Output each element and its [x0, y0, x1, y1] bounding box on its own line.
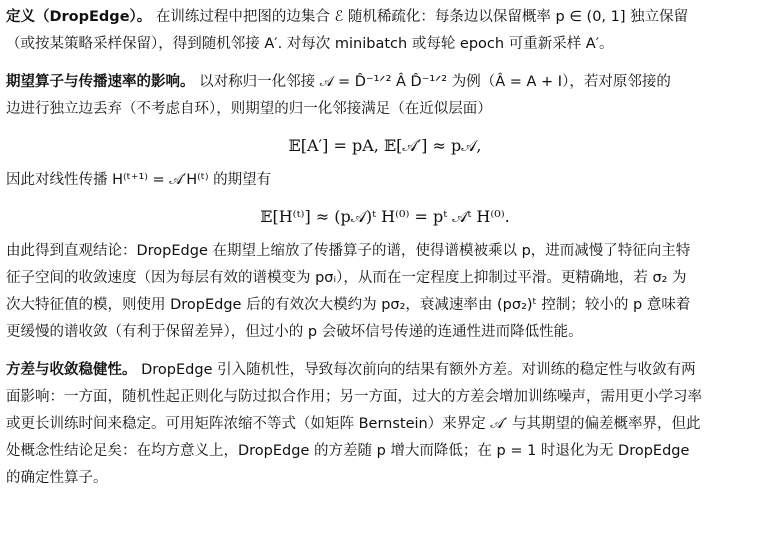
text-line: 由此得到直观结论：DropEdge 在期望上缩放了传播算子的谱，使得谱模被乘以 p，进而减慢了特征向主特: [6, 243, 691, 259]
text-line: 边进行独立边丢弃（不考虑自环），则期望的归一化邻接满足（在近似层面）: [6, 101, 492, 117]
text-span: 在训练过程中把图的边集合 ℰ 随机稀疏化：每条边以保留概率 p ∈ (0, 1] 独立保留: [155, 9, 689, 25]
text-line: 征子空间的收敛速度（因为每层有效的谱模变为 pσᵢ），从而在一定程度上抑制过平滑。更精确地，若 σ₂ 为: [6, 270, 687, 286]
text-line: [6, 69, 764, 96]
definition-paragraph: [6, 4, 764, 58]
text-line: [6, 4, 764, 31]
text-span: 以对称归一化邻接 𝒜 = D̂⁻¹ᐟ² Â D̂⁻¹ᐟ² 为例（Â = A + I），若对原邻接的: [199, 74, 671, 90]
conclusion-paragraph: [6, 238, 764, 346]
variance-heading: 方差与收敛稳健性。: [6, 362, 137, 378]
definition-heading: 定义（DropEdge）。: [6, 9, 152, 25]
equation-propagation: 𝔼[H⁽ᵗ⁾] ≈ (p𝒜)ᵗ H⁽⁰⁾ = pᵗ 𝒜ᵗ H⁽⁰⁾.: [260, 207, 510, 226]
expectation-paragraph: [6, 69, 764, 234]
equation-expectation: 𝔼[A′] = pA, 𝔼[𝒜′] ≈ p𝒜,: [288, 136, 482, 155]
text-line: 次大特征值的模，则使用 DropEdge 后的有效次大模约为 pσ₂，衰减速率由 (pσ₂)ᵗ 控制；较小的 p 意味着: [6, 297, 691, 313]
text-line: （或按某策略采样保留），得到随机邻接 A′. 对每次 minibatch 或每轮 epoch 可重新采样 A′。: [6, 36, 614, 52]
text-line: 处概念性结论足矣：在均方意义上，DropEdge 的方差随 p 增大而降低；在 p = 1 时退化为无 DropEdge: [6, 443, 690, 459]
expectation-heading: 期望算子与传播速率的影响。: [6, 74, 195, 90]
text-line: 更缓慢的谱收敛（有利于保留差异），但过小的 p 会破坏信号传递的连通性进而降低性能。: [6, 324, 583, 340]
variance-paragraph: [6, 357, 764, 492]
text-line: 面影响：一方面，随机性起正则化与防过拟合作用；另一方面，过大的方差会增加训练噪声，需用更小学习率: [6, 389, 702, 405]
text-line: 因此对线性传播 H⁽ᵗ⁺¹⁾ = 𝒜′H⁽ᵗ⁾ 的期望有: [6, 172, 272, 188]
text-line: [6, 357, 764, 384]
text-line: 或更长训练时间来稳定。可用矩阵浓缩不等式（如矩阵 Bernstein）来界定 𝒜′ 与其期望的偏差概率界，但此: [6, 416, 701, 432]
text-line: 的确定性算子。: [6, 470, 108, 486]
text-span: DropEdge 引入随机性，导致每次前向的结果有额外方差。对训练的稳定性与收敛有两: [141, 362, 696, 378]
